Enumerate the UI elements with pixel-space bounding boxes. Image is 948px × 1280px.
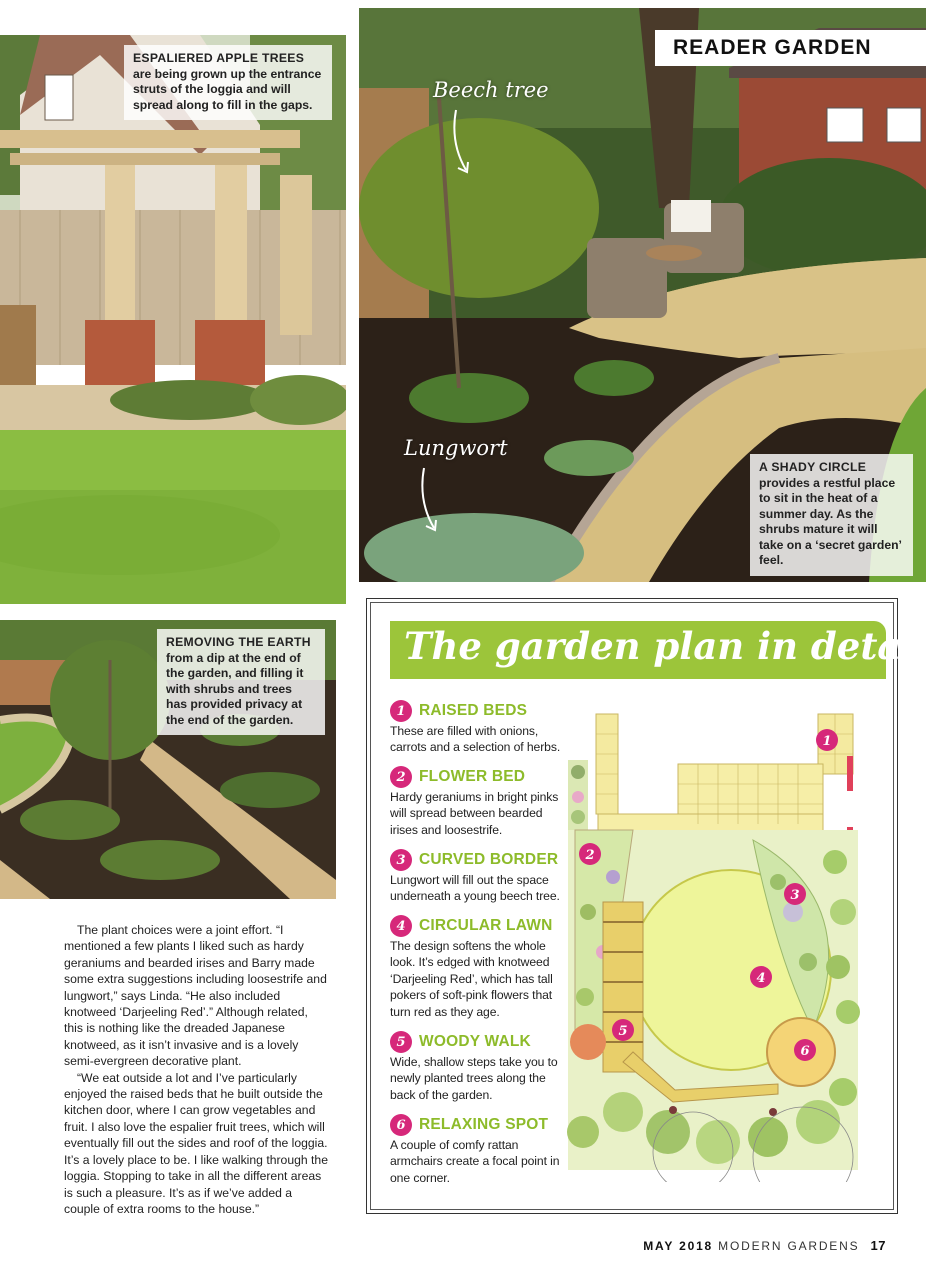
footer-date: MAY 2018	[643, 1239, 714, 1253]
page-footer	[600, 1238, 886, 1253]
caption-shady-text: provides a restful place to sit in the heat of a summer day. As the shrubs mature it will take on a ‘secret garden’ feel.	[759, 475, 902, 567]
plan-map-badge-5	[612, 1019, 634, 1041]
plan-number-badge: 4	[390, 915, 412, 937]
footer-magazine: MODERN GARDENS	[718, 1239, 860, 1253]
plan-map-number: 3	[790, 888, 800, 903]
plan-map-number: 4	[756, 971, 766, 986]
plan-item-title: CURVED BORDER	[419, 851, 559, 868]
plan-item-raised-beds	[390, 700, 562, 756]
caption-espaliered	[124, 45, 332, 120]
plan-item-flower-bed	[390, 766, 562, 838]
caption-earth-text: from a dip at the end of the garden, and filling it with shrubs and trees has provided privacy at the end of the garden.	[166, 650, 304, 727]
reader-garden-tag: READER GARDEN	[655, 30, 948, 66]
plan-item-circular-lawn	[390, 915, 562, 1020]
lungwort-label: Lungwort	[404, 436, 508, 460]
caption-shady-circle	[750, 454, 913, 576]
plan-number-badge: 6	[390, 1114, 412, 1136]
article-paragraph-1: The plant choices were a joint effort. “I mentioned a few plants I liked such as hardy geraniums and bearded irises and Barry made some extra suggestions including loosestrife and lungwort,” says Linda. “He also included knotweed ‘Darjeeling Red’.” Although related, this is nothing like the dreaded Japanese knotweed, as it isn’t invasive and is a lovely semi-evergreen decorative plant.	[64, 923, 327, 1069]
garden-plan-map	[563, 712, 863, 1182]
plan-map-number: 6	[800, 1044, 810, 1059]
plan-item-curved-border	[390, 849, 562, 905]
loggia-photo	[0, 35, 346, 604]
plan-number-badge: 2	[390, 766, 412, 788]
loggia-illustration	[0, 35, 346, 604]
plan-item-desc: The design softens the whole look. It’s edged with knotweed ‘Darjeeling Red’, which has tall pokers of soft-pink flowers that turn red as they age.	[390, 939, 553, 1019]
plan-item-desc: Wide, shallow steps take you to newly planted trees along the back of the garden.	[390, 1055, 558, 1102]
plan-item-title: WOODY WALK	[419, 1033, 531, 1050]
plan-item-title: RAISED BEDS	[419, 702, 528, 719]
plan-map-number: 2	[585, 848, 595, 863]
plan-item-title: FLOWER BED	[419, 768, 526, 785]
plan-item-title: CIRCULAR LAWN	[419, 917, 553, 934]
plan-map-badge-2	[579, 843, 601, 865]
plan-item-title: RELAXING SPOT	[419, 1116, 549, 1133]
plan-number-badge: 3	[390, 849, 412, 871]
plan-item-woody-walk	[390, 1031, 562, 1103]
plan-number-badge: 5	[390, 1031, 412, 1053]
article-body	[64, 922, 329, 1217]
article-paragraph-2: “We eat outside a lot and I’ve particularly enjoyed the raised beds that he built outside the kitchen door, where I can grow vegetables and fruit. I also love the espalier fruit trees, which will eventually fill out the sides and roof of the loggia. It’s a lovely place to be. I like walking through the loggia. Stopping to take in all the different areas is such a pleasure. It’s as if we’ve added a couple of extra rooms to the house.”	[64, 1070, 328, 1216]
plan-map-badge-6	[794, 1039, 816, 1061]
plan-item-relaxing-spot	[390, 1114, 562, 1186]
plan-map-number: 5	[618, 1024, 628, 1039]
beech-tree-label: Beech tree	[433, 78, 549, 102]
caption-espaliered-lead: ESPALIERED APPLE TREES	[133, 51, 305, 65]
caption-removing-earth	[157, 629, 325, 735]
plan-map-badge-1	[816, 729, 838, 751]
plan-item-desc: These are filled with onions, carrots and a selection of herbs.	[390, 724, 561, 755]
plan-item-desc: A couple of comfy rattan armchairs create a focal point in one corner.	[390, 1138, 560, 1185]
plan-title: The garden plan in detail	[404, 624, 930, 668]
plan-map-badge-3	[784, 883, 806, 905]
caption-shady-lead: A SHADY CIRCLE	[759, 460, 867, 474]
footer-page-number: 17	[870, 1238, 886, 1253]
caption-earth-lead: REMOVING THE EARTH	[166, 635, 311, 649]
beech-arrow-icon	[448, 108, 478, 178]
plan-item-desc: Lungwort will fill out the space underneath a young beech tree.	[390, 873, 560, 904]
caption-espaliered-text: are being grown up the entrance struts of the loggia and will spread along to fill in the gaps.	[133, 66, 322, 112]
plan-map-number: 1	[822, 734, 832, 749]
lungwort-arrow-icon	[418, 466, 448, 536]
plan-map-badge-4	[750, 966, 772, 988]
plan-item-desc: Hardy geraniums in bright pinks will spread between bearded irises and loosestrife.	[390, 790, 559, 837]
plan-number-badge: 1	[390, 700, 412, 722]
